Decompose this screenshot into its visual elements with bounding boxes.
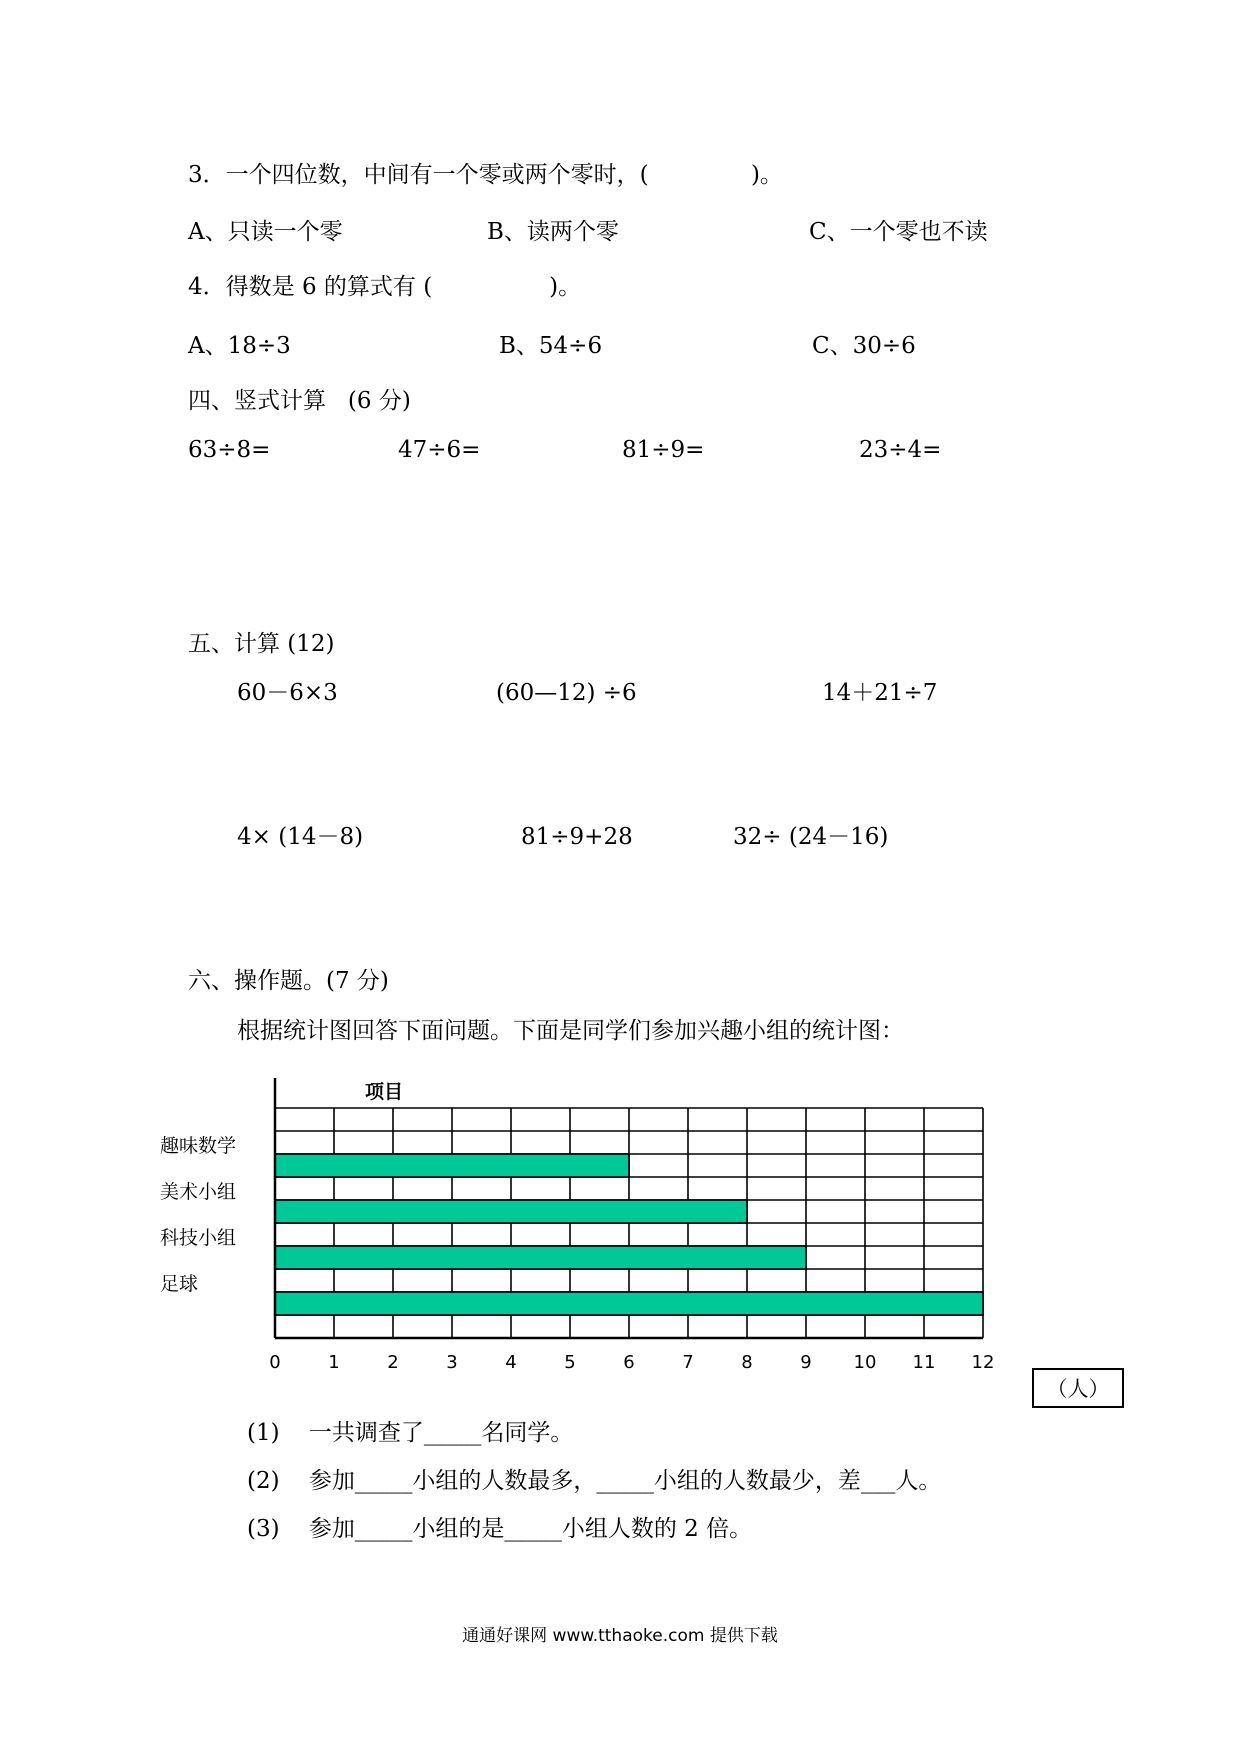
question-4-option-a: A、18÷3	[188, 333, 291, 359]
x-tick-label: 7	[682, 1352, 694, 1373]
page-footer: 通通好课网 www.tthaoke.com 提供下载	[462, 1626, 778, 1646]
calc-item: 14＋21÷7	[822, 680, 938, 706]
question-3-option-c: C、一个零也不读	[809, 219, 988, 245]
chart-unit-label: （人）	[1032, 1368, 1124, 1408]
x-tick-label: 9	[800, 1352, 812, 1373]
question-3-option-b: B、读两个零	[487, 219, 619, 245]
category-label: 趣味数学	[160, 1135, 237, 1157]
category-label: 足球	[160, 1273, 199, 1295]
vertical-calc-item: 23÷4=	[859, 437, 942, 463]
calc-item: 81÷9+28	[521, 824, 633, 850]
calc-item: 4× (14－8)	[237, 824, 364, 850]
x-tick-label: 12	[971, 1352, 995, 1373]
bar-科技小组	[275, 1246, 806, 1269]
question-3-stem: 3．一个四位数，中间有一个零或两个零时，( )。	[188, 162, 783, 188]
x-tick-label: 3	[446, 1352, 458, 1373]
chart-question-3: (3) 参加_____小组的是_____小组人数的 2 倍。	[247, 1516, 753, 1542]
category-label: 科技小组	[160, 1227, 237, 1249]
question-4-option-c: C、30÷6	[812, 333, 916, 359]
question-4-stem: 4．得数是 6 的算式有 ( )。	[188, 274, 582, 300]
chart-question-1: (1) 一共调查了_____名同学。	[247, 1420, 574, 1446]
chart-question-2: (2) 参加_____小组的人数最多，_____小组的人数最少，差___人。	[247, 1468, 942, 1494]
x-tick-label: 6	[623, 1352, 635, 1373]
x-tick-label: 11	[912, 1352, 936, 1373]
vertical-calc-item: 63÷8=	[188, 437, 271, 463]
x-tick-label: 1	[328, 1352, 340, 1373]
question-3-option-a: A、只读一个零	[188, 219, 343, 245]
chart-title: 项目	[365, 1081, 404, 1103]
calc-item: 32÷ (24－16)	[733, 824, 889, 850]
x-tick-label: 10	[853, 1352, 877, 1373]
section-5-title: 五、计算 (12)	[188, 631, 335, 657]
bar-美术小组	[275, 1200, 747, 1223]
question-4-option-b: B、54÷6	[499, 333, 603, 359]
calc-item: 60－6×3	[237, 680, 338, 706]
x-tick-label: 0	[269, 1352, 281, 1373]
bar-足球	[275, 1292, 983, 1315]
x-tick-label: 5	[564, 1352, 576, 1373]
vertical-calc-item: 47÷6=	[398, 437, 481, 463]
category-label: 美术小组	[160, 1181, 237, 1203]
vertical-calc-item: 81÷9=	[622, 437, 705, 463]
x-tick-label: 2	[387, 1352, 399, 1373]
section-6-title: 六、操作题。(7 分)	[188, 968, 389, 994]
x-tick-label: 8	[741, 1352, 753, 1373]
section-4-title: 四、竖式计算 (6 分)	[188, 388, 411, 414]
bar-趣味数学	[275, 1154, 629, 1177]
calc-item: (60—12) ÷6	[496, 680, 637, 706]
section-6-intro: 根据统计图回答下面问题。下面是同学们参加兴趣小组的统计图：	[237, 1018, 904, 1044]
x-tick-label: 4	[505, 1352, 517, 1373]
